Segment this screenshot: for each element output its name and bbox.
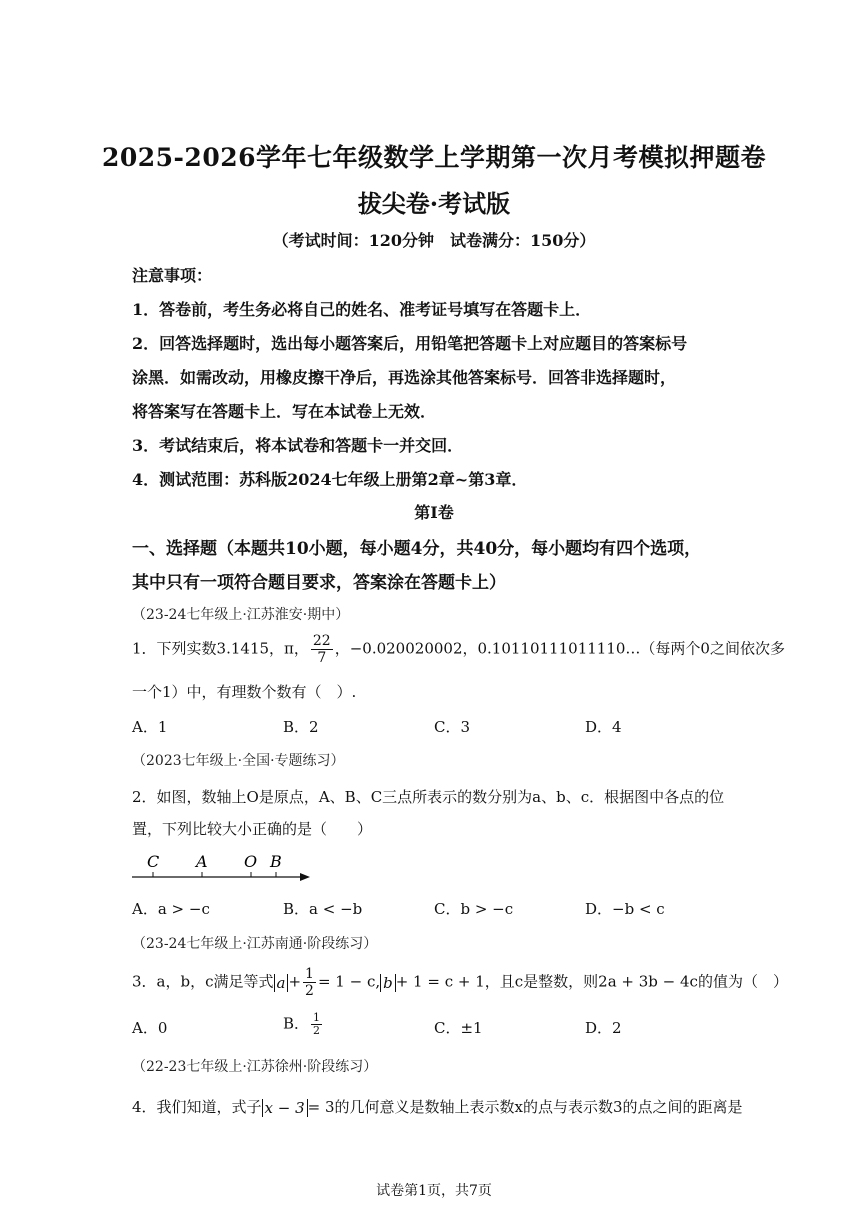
q1-fraction	[311, 633, 333, 666]
axis-label-a: A	[196, 852, 208, 871]
number-line-figure	[128, 848, 318, 888]
q1-source: （23-24七年级上·江苏淮安·期中）	[132, 607, 350, 623]
q3-half	[303, 966, 316, 999]
q3-eq2-tail: + 1 = c + 1，且c是整数，则2a + 3b − 4c的值为（ ）	[395, 972, 788, 991]
exam-subtitle: 拔尖卷·考试版	[357, 189, 511, 218]
q3-option-b-label: B．	[283, 1014, 310, 1033]
q4-abs-expr: x − 3	[262, 1099, 308, 1117]
q3-option-d[interactable]: D．2	[585, 1019, 622, 1037]
page-footer: 试卷第1页，共7页	[376, 1183, 492, 1199]
q1-frac-num: 22	[312, 633, 331, 649]
q3-source: （23-24七年级上·江苏南通·阶段练习）	[132, 936, 378, 952]
q2-stem-line1: 2．如图，数轴上O是原点，A、B、C三点所表示的数分别为a、b、c．根据图中各点的位	[132, 788, 725, 806]
q1-option-c[interactable]: C．3	[434, 718, 471, 736]
number-line-arrow	[300, 873, 310, 881]
q3-stem	[132, 966, 788, 999]
q2-option-d[interactable]: D．−b < c	[585, 900, 665, 918]
section-heading-cont: 其中只有一项符合题目要求，答案涂在答题卡上）	[132, 573, 506, 593]
q1-frac-den: 7	[317, 650, 327, 666]
axis-label-o: O	[244, 852, 258, 871]
q3-abs-b: b	[380, 974, 396, 992]
note-item-3: 3．考试结束后，将本试卷和答题卡一并交回．	[132, 436, 464, 455]
q2-option-c[interactable]: C．b > −c	[434, 900, 514, 918]
note-item-1: 1．答卷前，考生务必将自己的姓名、准考证号填写在答题卡上．	[132, 300, 592, 319]
notes-heading: 注意事项：	[132, 266, 213, 285]
q4-stem-suffix: = 3的几何意义是数轴上表示数x的点与表示数3的点之间的距离是	[307, 1098, 743, 1116]
q3-plus: +	[288, 972, 302, 991]
q4-stem	[132, 1096, 743, 1117]
q1-option-d[interactable]: D．4	[585, 718, 622, 736]
q1-stem-line2: 一个1）中，有理数个数有（ ）.	[132, 683, 357, 701]
volume-label: 第Ⅰ卷	[414, 503, 454, 522]
q3-eq1-tail: = 1 − c,	[317, 972, 381, 991]
q3-optb-den: 2	[313, 1024, 321, 1037]
q2-option-b[interactable]: B．a < −b	[283, 900, 363, 918]
q1-option-a[interactable]: A．1	[132, 718, 168, 736]
exam-title: 2025-2026学年七年级数学上学期第一次月考模拟押题卷	[101, 143, 767, 172]
q2-option-a[interactable]: A．a > −c	[132, 900, 210, 918]
q2-source: （2023七年级上·全国·专题练习）	[132, 753, 345, 769]
q1-stem-prefix: 1．下列实数3.1415，π，	[132, 639, 309, 658]
q3-half-den: 2	[305, 983, 314, 999]
q3-optb-num: 1	[313, 1011, 321, 1024]
q1-stem	[132, 633, 785, 666]
q2-stem-line2: 置，下列比较大小正确的是（ ）	[132, 820, 373, 838]
q3-stem-prefix: 3．a，b，c满足等式	[132, 972, 274, 991]
q3-option-b[interactable]	[283, 1012, 324, 1037]
note-item-2: 2．回答选择题时，选出每小题答案后，用铅笔把答题卡上对应题目的答案标号	[132, 334, 688, 353]
exam-meta: （考试时间：120分钟 试卷满分：150分）	[272, 231, 596, 250]
axis-label-c: C	[147, 852, 160, 871]
q1-stem-suffix: ，−0.020020002，0.10110111011110…（每两个0之间依次多	[334, 639, 785, 658]
note-item-2-end: 将答案写在答题卡上．写在本试卷上无效．	[132, 402, 437, 421]
q3-option-a[interactable]: A．0	[132, 1019, 168, 1037]
q3-option-c[interactable]: C．±1	[434, 1019, 483, 1037]
axis-label-b: B	[270, 852, 282, 871]
q3-abs-a: a	[274, 974, 289, 992]
q1-option-b[interactable]: B．2	[283, 718, 319, 736]
section-heading: 一、选择题（本题共10小题，每小题4分，共40分，每小题均有四个选项，	[132, 539, 702, 559]
q4-source: （22-23七年级上·江苏徐州·阶段练习）	[132, 1059, 378, 1075]
q4-stem-prefix: 4．我们知道，式子	[132, 1098, 262, 1116]
q3-option-b-fraction	[311, 1012, 322, 1037]
q3-half-num: 1	[305, 966, 314, 982]
note-item-4: 4．测试范围：苏科版2024七年级上册第2章~第3章．	[132, 470, 528, 489]
note-item-2-cont: 涂黑．如需改动，用橡皮擦干净后，再选涂其他答案标号．回答非选择题时，	[132, 368, 677, 387]
